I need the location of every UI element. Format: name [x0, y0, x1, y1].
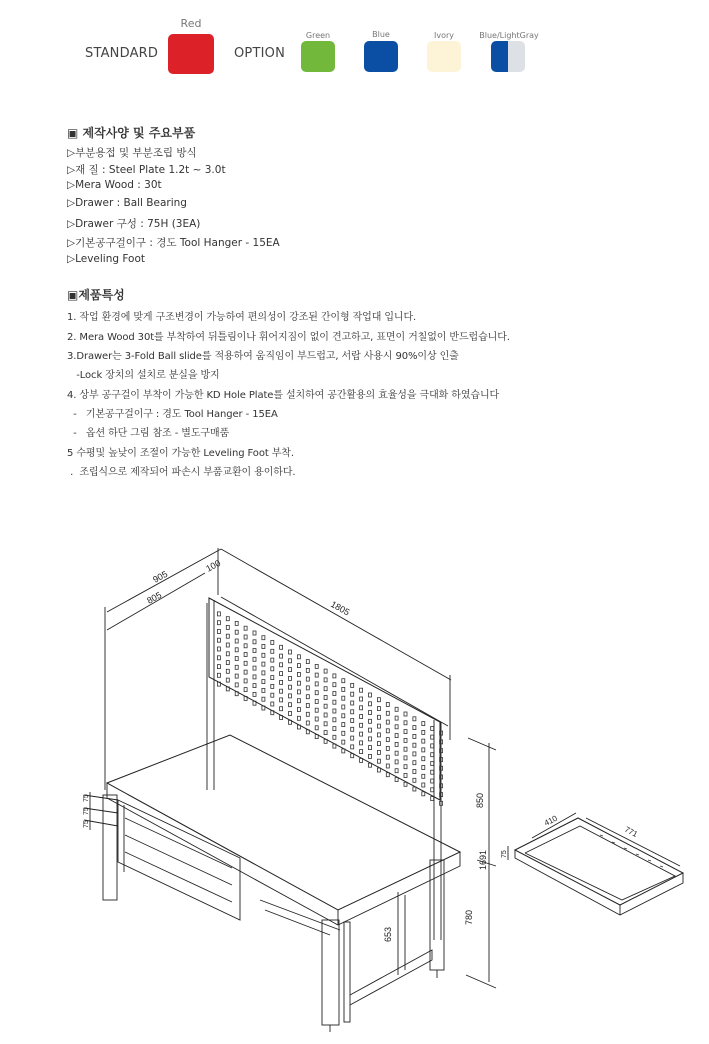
- plate-hole: [404, 730, 407, 734]
- plate-hole: [360, 688, 363, 692]
- plate-hole: [360, 741, 363, 745]
- plate-hole: [289, 694, 292, 698]
- plate-hole: [217, 630, 220, 634]
- plate-hole: [395, 751, 398, 755]
- dim-label: 780: [464, 909, 474, 925]
- plate-hole: [289, 668, 292, 672]
- plate-hole: [386, 703, 389, 707]
- plate-hole: [226, 643, 229, 647]
- spec-item: ▷기본공구걸이구 : 경도 Tool Hanger - 15EA: [67, 237, 280, 249]
- plate-hole: [280, 707, 283, 711]
- plate-hole: [422, 783, 425, 787]
- plate-hole: [360, 706, 363, 710]
- plate-hole: [262, 653, 265, 657]
- feature-item: - 옵션 하단 그림 참조 - 별도구매품: [67, 428, 230, 439]
- plate-hole: [395, 769, 398, 773]
- feature-item: 2. Mera Wood 30t를 부착하여 뒤틀림이나 휘어지짐이 없이 견고하고, 표면이 거칠없이 반드럽습니다.: [67, 332, 510, 343]
- plate-hole: [360, 723, 363, 727]
- plate-hole: [369, 746, 372, 750]
- feature-item: 3.Drawer는 3-Fold Ball slide를 적용하여 움직임이 부드럽고, 서랍 사용시 90%이상 인출: [67, 351, 459, 362]
- plate-hole: [395, 760, 398, 764]
- plate-hole: [217, 665, 220, 669]
- plate-hole: [253, 666, 256, 670]
- plate-hole: [413, 778, 416, 782]
- plate-hole: [262, 636, 265, 640]
- plate-hole: [297, 664, 300, 668]
- plate-hole: [324, 669, 327, 673]
- plate-hole: [431, 735, 434, 739]
- plate-hole: [253, 675, 256, 679]
- plate-hole: [395, 707, 398, 711]
- plate-hole: [280, 663, 283, 667]
- plate-hole: [431, 753, 434, 757]
- plate-hole: [422, 792, 425, 796]
- plate-hole: [351, 745, 354, 749]
- plate-hole: [244, 661, 247, 665]
- plate-hole: [342, 679, 345, 683]
- plate-hole: [235, 665, 238, 669]
- plate-hole: [315, 673, 318, 677]
- plate-hole: [315, 717, 318, 721]
- plate-hole: [226, 669, 229, 673]
- plate-hole: [280, 689, 283, 693]
- plate-hole: [306, 712, 309, 716]
- plate-hole: [342, 740, 345, 744]
- dim-label: 805: [145, 589, 164, 606]
- plate-hole: [369, 754, 372, 758]
- plate-hole: [369, 728, 372, 732]
- plate-hole: [351, 692, 354, 696]
- plate-hole: [235, 648, 238, 652]
- plate-hole: [333, 735, 336, 739]
- plate-hole: [422, 739, 425, 743]
- plate-hole: [262, 645, 265, 649]
- plate-hole: [431, 770, 434, 774]
- swatch-blue-lightgray[interactable]: [491, 41, 525, 72]
- plate-hole: [413, 770, 416, 774]
- plate-hole: [324, 704, 327, 708]
- plate-hole: [342, 696, 345, 700]
- dim-label: 653: [383, 926, 393, 942]
- plate-hole: [395, 716, 398, 720]
- spec-item: ▷Drawer 구성 : 75H (3EA): [67, 218, 201, 230]
- plate-hole: [226, 625, 229, 629]
- plate-hole: [377, 724, 380, 728]
- plate-hole: [271, 649, 274, 653]
- plate-hole: [351, 727, 354, 731]
- spec-item: ▷Mera Wood : 30t: [67, 179, 162, 191]
- option-label: OPTION: [234, 46, 286, 61]
- plate-hole: [306, 677, 309, 681]
- plate-hole: [413, 787, 416, 791]
- plate-hole: [386, 720, 389, 724]
- plate-hole: [235, 621, 238, 625]
- swatch-red[interactable]: [168, 34, 214, 74]
- option-color-name: Ivory: [433, 31, 454, 40]
- plate-hole: [289, 676, 292, 680]
- swatch-blue[interactable]: [364, 41, 398, 72]
- dim-label: 771: [623, 824, 640, 840]
- option-color-name: Blue/LightGray: [479, 31, 539, 40]
- plate-hole: [306, 704, 309, 708]
- plate-hole: [289, 712, 292, 716]
- plate-hole: [431, 788, 434, 792]
- plate-hole: [235, 630, 238, 634]
- plate-hole: [253, 631, 256, 635]
- swatch-green[interactable]: [301, 41, 335, 72]
- plate-hole: [262, 671, 265, 675]
- plate-hole: [395, 734, 398, 738]
- plate-hole: [342, 714, 345, 718]
- plate-hole: [360, 697, 363, 701]
- plate-hole: [217, 673, 220, 677]
- plate-hole: [271, 658, 274, 662]
- plate-hole: [324, 722, 327, 726]
- plate-hole: [369, 693, 372, 697]
- plate-hole: [404, 774, 407, 778]
- plate-hole: [351, 736, 354, 740]
- plate-hole: [297, 681, 300, 685]
- plate-hole: [342, 731, 345, 735]
- plate-hole: [235, 639, 238, 643]
- feature-item: 5 수평및 높낮이 조절이 가능한 Leveling Foot 부착.: [67, 448, 294, 459]
- dim-label: 905: [151, 568, 170, 585]
- feature-item: 1. 작업 환경에 맞게 구조변경이 가능하여 편의성이 강조된 간이형 작업대 입니다.: [67, 312, 417, 323]
- plate-hole: [226, 661, 229, 665]
- plate-hole: [306, 695, 309, 699]
- plate-hole: [386, 755, 389, 759]
- plate-hole: [413, 743, 416, 747]
- plate-hole: [422, 722, 425, 726]
- spec-item: ▷재 질 : Steel Plate 1.2t ~ 3.0t: [67, 164, 226, 176]
- option-color-name: Blue: [372, 30, 390, 39]
- plate-hole: [244, 626, 247, 630]
- plate-hole: [333, 674, 336, 678]
- plate-hole: [369, 719, 372, 723]
- plate-hole: [217, 621, 220, 625]
- plate-hole: [422, 757, 425, 761]
- plate-hole: [271, 667, 274, 671]
- swatch-ivory[interactable]: [427, 41, 461, 72]
- plate-hole: [324, 687, 327, 691]
- option-color-name: Green: [305, 31, 331, 40]
- plate-hole: [431, 726, 434, 730]
- plate-hole: [324, 678, 327, 682]
- plate-hole: [280, 654, 283, 658]
- plate-hole: [217, 647, 220, 651]
- plate-hole: [360, 715, 363, 719]
- spec-item: ▷부분용접 및 부분조립 방식: [67, 147, 197, 159]
- plate-hole: [342, 687, 345, 691]
- plate-hole: [226, 678, 229, 682]
- plate-hole: [289, 703, 292, 707]
- plate-hole: [315, 664, 318, 668]
- dim-label: 75: [83, 794, 90, 802]
- plate-hole: [413, 752, 416, 756]
- plate-hole: [404, 765, 407, 769]
- standard-color-name: Red: [180, 17, 202, 30]
- plate-hole: [369, 711, 372, 715]
- plate-hole: [351, 683, 354, 687]
- plate-hole: [271, 702, 274, 706]
- feature-item: 4. 상부 공구걸이 부착이 가능한 KD Hole Plate를 설치하여 공간활용의 효율성을 극대화 하였습니다: [67, 390, 500, 401]
- plate-hole: [404, 756, 407, 760]
- plate-hole: [306, 686, 309, 690]
- plate-hole: [377, 733, 380, 737]
- plate-hole: [360, 750, 363, 754]
- plate-hole: [404, 738, 407, 742]
- plate-hole: [289, 650, 292, 654]
- dim-label: 850: [475, 792, 485, 808]
- plate-hole: [315, 691, 318, 695]
- feature-item: -Lock 장치의 설치로 분실을 방지: [67, 370, 220, 381]
- plate-hole: [386, 746, 389, 750]
- plate-hole: [271, 676, 274, 680]
- plate-hole: [377, 742, 380, 746]
- plate-hole: [324, 713, 327, 717]
- plate-hole: [280, 645, 283, 649]
- plate-hole: [351, 701, 354, 705]
- dim-label: 410: [542, 813, 559, 828]
- plate-hole: [333, 709, 336, 713]
- plate-hole: [395, 778, 398, 782]
- plate-hole: [315, 700, 318, 704]
- dim-label: 75: [501, 850, 508, 858]
- plate-hole: [226, 652, 229, 656]
- plate-hole: [297, 716, 300, 720]
- plate-hole: [262, 697, 265, 701]
- plate-hole: [413, 726, 416, 730]
- plate-hole: [422, 766, 425, 770]
- plate-hole: [360, 732, 363, 736]
- plate-hole: [342, 723, 345, 727]
- plate-hole: [324, 696, 327, 700]
- plate-hole: [386, 738, 389, 742]
- plate-hole: [333, 718, 336, 722]
- plate-hole: [306, 668, 309, 672]
- plate-hole: [315, 682, 318, 686]
- plate-hole: [431, 744, 434, 748]
- plate-hole: [226, 634, 229, 638]
- plate-hole: [235, 674, 238, 678]
- dim-label: 75: [83, 820, 90, 828]
- plate-hole: [333, 727, 336, 731]
- dim-line: [107, 549, 221, 612]
- plate-hole: [377, 759, 380, 763]
- plate-hole: [289, 685, 292, 689]
- plate-hole: [404, 721, 407, 725]
- plate-hole: [235, 657, 238, 661]
- plate-hole: [386, 764, 389, 768]
- drawer-detail: [515, 818, 683, 905]
- plate-hole: [404, 712, 407, 716]
- plate-hole: [404, 747, 407, 751]
- plate-hole: [271, 641, 274, 645]
- dim-label: 75: [83, 807, 90, 815]
- plate-hole: [413, 734, 416, 738]
- workbench-drawing: [0, 500, 709, 1044]
- plate-hole: [377, 698, 380, 702]
- plate-hole: [253, 657, 256, 661]
- plate-hole: [377, 715, 380, 719]
- plate-hole: [226, 617, 229, 621]
- plate-hole: [333, 700, 336, 704]
- plate-hole: [386, 729, 389, 733]
- plate-hole: [431, 797, 434, 801]
- plate-hole: [369, 737, 372, 741]
- plate-hole: [422, 748, 425, 752]
- plate-hole: [333, 692, 336, 696]
- plate-hole: [324, 731, 327, 735]
- plate-hole: [377, 750, 380, 754]
- plate-hole: [253, 692, 256, 696]
- dim-label: 100: [204, 557, 223, 574]
- plate-hole: [351, 719, 354, 723]
- feature-item: . 조립식으로 제작되어 파손시 부품교환이 용이하다.: [67, 467, 296, 478]
- plate-hole: [280, 672, 283, 676]
- plate-hole: [333, 683, 336, 687]
- standard-label: STANDARD: [85, 46, 159, 61]
- plate-hole: [271, 684, 274, 688]
- plate-hole: [297, 699, 300, 703]
- plate-hole: [422, 774, 425, 778]
- plate-hole: [297, 690, 300, 694]
- plate-hole: [395, 742, 398, 746]
- spec-item: ▷Leveling Foot: [67, 253, 145, 265]
- plate-hole: [315, 708, 318, 712]
- plate-hole: [315, 726, 318, 730]
- plate-hole: [377, 768, 380, 772]
- plate-hole: [395, 725, 398, 729]
- plate-hole: [351, 710, 354, 714]
- dim-label: 1805: [329, 599, 352, 618]
- dim-label: 1691: [478, 849, 488, 870]
- plate-hole: [244, 688, 247, 692]
- plate-hole: [271, 693, 274, 697]
- feature-item: - 기본공구걸이구 : 경도 Tool Hanger - 15EA: [67, 409, 278, 420]
- plate-hole: [244, 635, 247, 639]
- plate-hole: [342, 705, 345, 709]
- plate-hole: [253, 684, 256, 688]
- features-title: ▣제품특성: [67, 288, 125, 302]
- spec-title: ▣ 제작사양 및 주요부품: [67, 126, 196, 140]
- plate-hole: [377, 707, 380, 711]
- plate-hole: [289, 659, 292, 663]
- plate-hole: [297, 708, 300, 712]
- plate-hole: [369, 702, 372, 706]
- plate-hole: [404, 782, 407, 786]
- plate-hole: [422, 730, 425, 734]
- plate-hole: [253, 649, 256, 653]
- plate-hole: [306, 660, 309, 664]
- plate-hole: [431, 762, 434, 766]
- plate-hole: [217, 638, 220, 642]
- plate-hole: [244, 679, 247, 683]
- plate-hole: [280, 680, 283, 684]
- plate-hole: [413, 761, 416, 765]
- plate-hole: [262, 688, 265, 692]
- plate-hole: [217, 612, 220, 616]
- plate-hole: [217, 656, 220, 660]
- plate-hole: [253, 640, 256, 644]
- plate-hole: [244, 644, 247, 648]
- plate-hole: [244, 653, 247, 657]
- plate-hole: [306, 721, 309, 725]
- plate-hole: [413, 717, 416, 721]
- tabletop: [107, 735, 460, 910]
- plate-hole: [297, 672, 300, 676]
- plate-hole: [431, 779, 434, 783]
- plate-hole: [244, 670, 247, 674]
- spec-item: ▷Drawer : Ball Bearing: [67, 197, 187, 209]
- plate-hole: [262, 662, 265, 666]
- plate-hole: [235, 683, 238, 687]
- plate-hole: [262, 680, 265, 684]
- plate-hole: [297, 655, 300, 659]
- plate-hole: [386, 711, 389, 715]
- plate-hole: [280, 698, 283, 702]
